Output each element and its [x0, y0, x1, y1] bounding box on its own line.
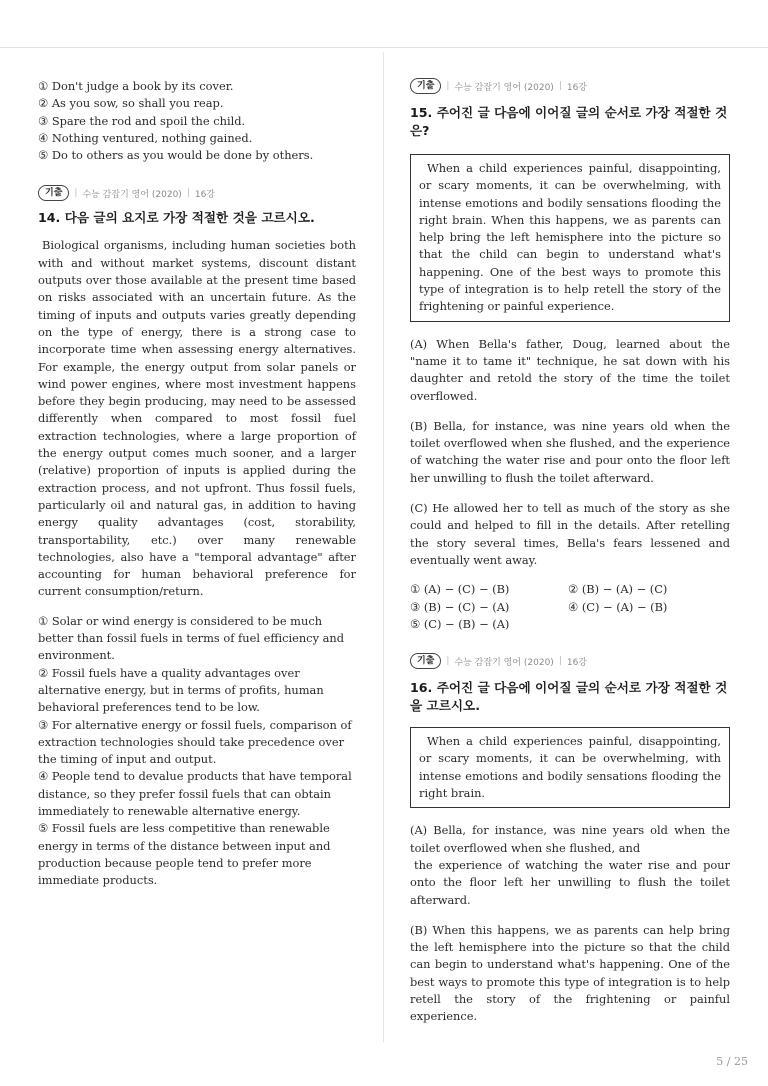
option-2: ② As you sow, so shall you reap. [38, 96, 224, 111]
page-number: 5 / 25 [716, 1055, 748, 1068]
q15-source: 수능 감잡기 영어 (2020) [454, 82, 554, 93]
separator: | [446, 656, 450, 667]
separator: | [186, 188, 190, 199]
q15-paragraph-c: (C) He allowed her to tell as much of the story as she could and helped to fill in the details. After retelling the story several times, Bella's fears lessened and eventually went away. [410, 501, 730, 567]
q15-unit: 16강 [566, 82, 588, 93]
q16-unit: 16강 [566, 657, 588, 668]
q14-source: 수능 감잡기 영어 (2020) [82, 189, 182, 200]
q15-paragraph-a: (A) When Bella's father, Doug, learned about the "name it to tame it" technique, he sat down with his daughter and retold the story of the time the toilet overflowed. [410, 336, 730, 403]
q15-tag: 기출 [410, 78, 441, 94]
separator: | [558, 81, 562, 91]
q15-paragraph-b: (B) Bella, for instance, was nine years old when the toilet overflowed when she flushed, and the experience of watching the water rise and pour onto the floor left her unwilling to flush the toilet afterward. [410, 418, 730, 485]
q14-option-1: ① Solar or wind energy is considered to be much better than fossil fuels in terms of fuel efficiency and environment. [38, 613, 345, 663]
q16-source-row [410, 653, 730, 669]
q15-given-passage: When a child experiences painful, disappointing, or scary moments, it can be overwhelming, with intense emotions and bodily sensations flooding the right brain. When this happens, we as parents can help bring the left hemisphere into the picture so that the child can begin to understand what's happening. One of the best ways to promote this type of integration is to help retell the story of the frightening or painful experience. [419, 161, 721, 314]
left-column [38, 78, 356, 889]
q15-source-row [410, 78, 730, 94]
q14-passage: Biological organisms, including human societies both with and without market systems, discount distant outputs over those available at the present time based on risks associated with an uncertain future. As the timing of inputs and outputs varies greatly depending on the type of energy, there is a strong case to incorporate time when assessing energy alternatives. For example, the energy output from solar panels or wind power engines, where most investment happens before they begin producing, may need to be assessed differently when compared to most fossil fuel extraction technologies, where a large proportion of the energy output comes much sooner, and a larger (relative) proportion of inputs is applied during the extraction process, and not upfront. Thus fossil fuels, particularly oil and natural gas, in addition to having energy quality advantages (cost, storability, transportability, etc.) over many renewable technologies, also have a "temporal advantage" after accounting for human behavioral preference for current consumption/return. [38, 238, 356, 599]
q14-source-row [38, 185, 356, 201]
q15-choice-5: ⑤ (C) − (B) − (A) [410, 616, 510, 631]
q14-unit: 16강 [194, 189, 216, 200]
separator: | [558, 656, 562, 667]
q16-paragraph-a-line2: the experience of watching the water rise and pour onto the floor left her unwilling to flush the toilet afterward. [410, 857, 730, 907]
q15-choice-1: ① (A) − (C) − (B) [410, 582, 510, 597]
header-divider [0, 47, 768, 48]
separator: | [446, 81, 450, 91]
q15-given-passage-box [410, 154, 730, 322]
q14-options [38, 613, 356, 890]
q14-title: 14. 다음 글의 요지로 가장 적절한 것을 고르시오. [38, 210, 315, 226]
q15-choice-3: ③ (B) − (C) − (A) [410, 599, 510, 614]
option-4: ④ Nothing ventured, nothing gained. [38, 130, 253, 145]
q14-option-2: ② Fossil fuels have a quality advantages over alternative energy, but in terms of profits, human behavioral preferences tend to be low. [38, 665, 324, 715]
option-3: ③ Spare the rod and spoil the child. [38, 113, 246, 128]
prev-question-options [38, 78, 356, 164]
option-5: ⑤ Do to others as you would be done by others. [38, 148, 314, 163]
q15-choice-4: ④ (C) − (A) − (B) [568, 599, 668, 614]
q15-choice-2: ② (B) − (A) − (C) [568, 582, 668, 597]
q14-option-5: ⑤ Fossil fuels are less competitive than renewable energy in terms of the distance between input and production because people tend to prefer more immediate products. [38, 821, 331, 888]
q16-given-passage-box [410, 727, 730, 808]
q15-choices [410, 581, 730, 633]
option-1: ① Don't judge a book by its cover. [38, 79, 234, 93]
right-column [410, 78, 730, 1026]
q14-option-4: ④ People tend to devalue products that have temporal distance, so they prefer fossil fuels that can obtain immediately to renewable alternative energy. [38, 769, 352, 818]
q15-title: 15. 주어진 글 다음에 이어질 글의 순서로 가장 적절한 것은? [410, 105, 728, 138]
q16-given-passage: When a child experiences painful, disappointing, or scary moments, it can be overwhelming, with intense emotions and bodily sensations flooding the right brain. [419, 734, 721, 801]
separator: | [74, 188, 78, 199]
column-divider [383, 52, 384, 1042]
q14-option-3: ③ For alternative energy or fossil fuels, comparison of extraction technologies should take precedence over the timing of input and output. [38, 717, 352, 767]
q16-paragraph-b: (B) When this happens, we as parents can help bring the left hemisphere into the picture so that the child can begin to understand what's happening. One of the best ways to promote this type of integration is to help retell the story of the frightening or painful experience. [410, 922, 730, 1024]
q16-source: 수능 감잡기 영어 (2020) [454, 657, 554, 668]
q16-title: 16. 주어진 글 다음에 이어질 글의 순서로 가장 적절한 것을 고르시오. [410, 680, 728, 714]
q14-tag: 기출 [38, 185, 69, 201]
q16-paragraph-a-line1: (A) Bella, for instance, was nine years old when the toilet overflowed when she flushed, and [410, 823, 730, 855]
q16-tag: 기출 [410, 653, 441, 669]
